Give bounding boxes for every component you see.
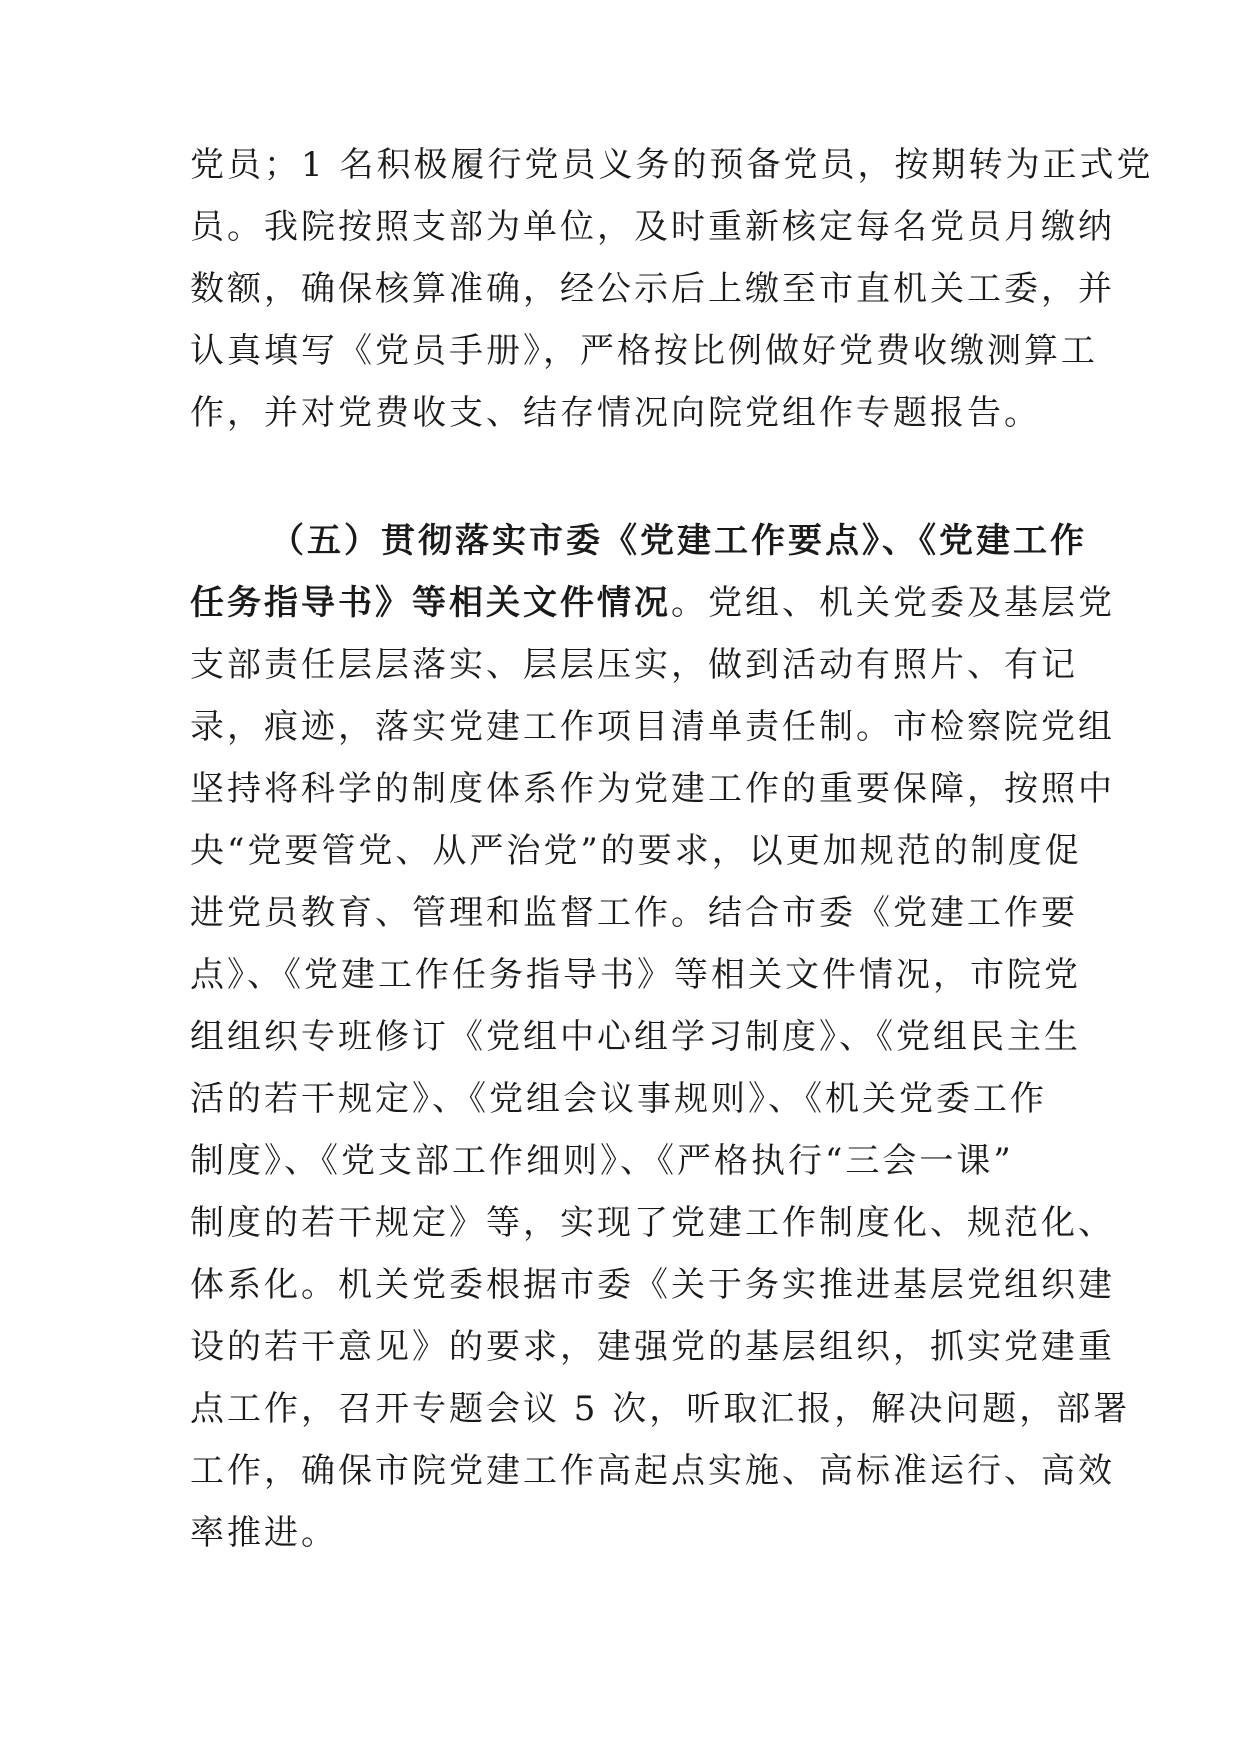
paragraph-line: 设的若干意见》的要求，建强党的基层组织，抓实党建重 [190,1327,1115,1367]
paragraph-line: 央“党要管党、从严治党”的要求，以更加规范的制度促 [190,831,1082,871]
paragraph-line: 作，并对党费收支、结存情况向院党组作专题报告。 [190,393,1041,433]
paragraph-line: 支部责任层层落实、层层压实，做到活动有照片、有记 [190,645,1078,685]
paragraph-line: 工作，确保市院党建工作高起点实施、高标准运行、高效 [190,1451,1115,1491]
paragraph-line-mixed [190,581,1115,625]
paragraph-line: 点工作，召开专题会议 5 次，听取汇报，解决问题，部署 [190,1389,1131,1429]
paragraph-line: 制度》、《党支部工作细则》、《严格执行“三会一课” [190,1141,1014,1181]
section-heading-continuation: 任务指导书》等相关文件情况 [190,583,671,623]
paragraph-line: 党员；1 名积极履行党员义务的预备党员，按期转为正式党 [190,145,1154,185]
paragraph-line: 体系化。机关党委根据市委《关于务实推进基层党组织建 [190,1265,1115,1305]
paragraph-line: 录，痕迹，落实党建工作项目清单责任制。市检察院党组 [190,707,1115,747]
paragraph-line: 坚持将科学的制度体系作为党建工作的重要保障，按照中 [190,769,1115,809]
paragraph-line: 组组织专班修订《党组中心组学习制度》、《党组民主生 [190,1017,1081,1057]
paragraph-line: 进党员教育、管理和监督工作。结合市委《党建工作要 [190,893,1078,933]
paragraph-line: 员。我院按照支部为单位，及时重新核定每名党员月缴纳 [190,207,1115,247]
section-heading: （五）贯彻落实市委《党建工作要点》、《党建工作 [270,521,1087,561]
paragraph-line: 点》、《党建工作任务指导书》等相关文件情况，市院党 [190,955,1081,995]
paragraph-line: 制度的若干规定》等，实现了党建工作制度化、规范化、 [190,1203,1115,1243]
paragraph-text: 。党组、机关党委及基层党 [671,583,1115,623]
paragraph-line: 活的若干规定》、《党组会议事规则》、《机关党委工作 [190,1079,1047,1119]
paragraph-line: 率推进。 [190,1513,338,1553]
paragraph-line: 数额，确保核算准确，经公示后上缴至市直机关工委，并 [190,269,1115,309]
paragraph-line: 认真填写《党员手册》，严格按比例做好党费收缴测算工 [190,331,1098,371]
